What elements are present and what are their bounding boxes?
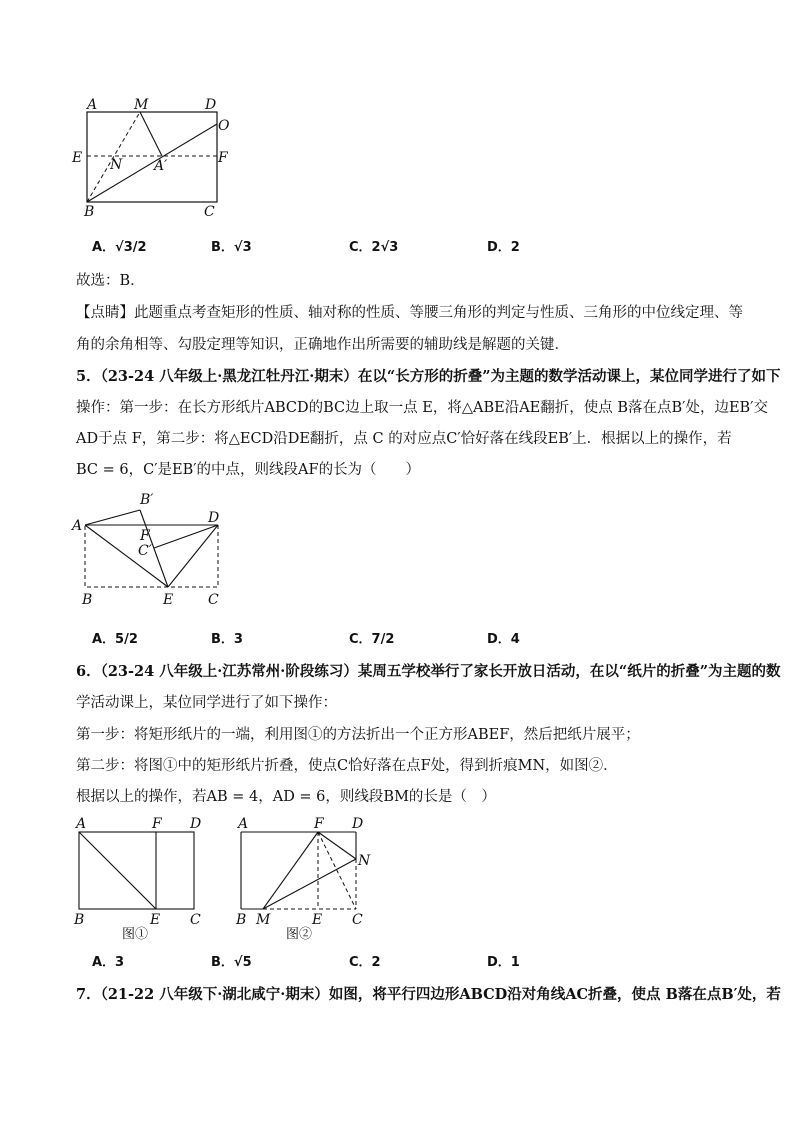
label-f: F <box>314 816 324 832</box>
q6-figure-1 <box>66 814 216 944</box>
line-fm <box>263 832 318 909</box>
q5-stem-line-2: 操作：第一步：在长方形纸片ABCD的BC边上取一点 E，将△ABE沿AE翻折，使点 B落在点B′处，边EB′交 <box>76 400 768 416</box>
label-c: C <box>352 912 363 928</box>
q6-stem-line-4: 第二步：将图①中的矩形纸片折叠，使点C恰好落在点F处，得到折痕MN，如图②． <box>76 758 618 774</box>
q6-stem-line-1: 6．（23-24 八年级上·江苏常州·阶段练习）某周五学校举行了家长开放日活动，在以“纸片的折叠”为主题的数 <box>76 663 781 680</box>
q5-option-d: D．4 <box>487 632 520 647</box>
q4-option-b: B．√3 <box>211 240 252 255</box>
q5-stem-line-4: BC = 6，C′是EB′的中点，则线段AF的长为（ ） <box>76 462 421 478</box>
q6-option-a: A．3 <box>92 955 125 970</box>
label-f: F <box>140 528 150 544</box>
label-e: E <box>312 912 323 928</box>
q4-comment-line-2: 角的余角相等、勾股定理等知识，正确地作出所需要的辅助线是解题的关键． <box>76 337 569 353</box>
label-c: C <box>208 592 219 608</box>
line-ae <box>85 525 168 587</box>
label-m: M <box>134 97 149 113</box>
q6-stem-line-5: 根据以上的操作，若AB = 4，AD = 6，则线段BM的长是（ ） <box>76 789 496 805</box>
label-b: B <box>84 204 95 220</box>
label-o: O <box>218 118 230 134</box>
label-c: C <box>190 912 201 928</box>
label-a: A <box>87 97 98 113</box>
line-mn <box>263 859 356 909</box>
line-ae <box>79 832 156 909</box>
label-e: E <box>72 150 83 166</box>
q4-option-d: D．2 <box>487 240 520 255</box>
q4-figure <box>60 90 260 225</box>
q5-figure <box>60 486 240 610</box>
q4-answer: 故选：B． <box>76 273 145 289</box>
rect-abcd <box>79 832 194 909</box>
rect-abcd <box>87 112 217 202</box>
label-n: N <box>110 157 123 173</box>
q4-option-c: C．2√3 <box>349 240 399 255</box>
q4-comment-line-1: 【点睛】此题重点考查矩形的性质、轴对称的性质、等腰三角形的判定与性质、三角形的中位线定理、等 <box>76 305 743 321</box>
q7-stem-line-1: 7．（21-22 八年级下·湖北咸宁·期末）如图，将平行四边形ABCD沿对角线AC折叠，使点 B落在点B′处，若 <box>76 986 781 1003</box>
label-n: N <box>358 853 371 869</box>
q5-option-b: B．3 <box>211 632 243 647</box>
label-a: A <box>76 816 87 832</box>
label-a-prime: A′ <box>154 158 168 174</box>
label-f: F <box>218 150 228 166</box>
q6-stem-line-2: 学活动课上，某位同学进行了如下操作： <box>76 695 337 711</box>
q6-option-b: B．√5 <box>211 955 252 970</box>
label-d: D <box>190 816 202 832</box>
label-b: B <box>236 912 247 928</box>
label-b-prime: B′ <box>140 492 154 508</box>
label-m: M <box>256 912 271 928</box>
label-e: E <box>150 912 161 928</box>
q6-stem-line-3: 第一步：将矩形纸片的一端，利用图①的方法折出一个正方形ABEF，然后把纸片展平； <box>76 727 640 743</box>
q6-figure-2 <box>228 814 388 944</box>
label-e: E <box>163 592 174 608</box>
line-fc <box>318 832 356 909</box>
q5-option-c: C．7/2 <box>349 632 395 647</box>
q6-option-c: C．2 <box>349 955 381 970</box>
label-b: B <box>74 912 85 928</box>
label-d: D <box>205 97 217 113</box>
label-b: B <box>82 592 93 608</box>
caption-fig-1: 图① <box>122 927 149 942</box>
q4-option-a: A．√3/2 <box>92 240 147 255</box>
label-c: C <box>204 204 215 220</box>
q5-stem-line-1: 5．（23-24 八年级上·黑龙江牡丹江·期末）在以“长方形的折叠”为主题的数学活动课上，某位同学进行了如下 <box>76 368 781 385</box>
label-d: D <box>208 510 220 526</box>
caption-fig-2: 图② <box>286 927 313 942</box>
label-c-prime: C′ <box>138 543 152 559</box>
label-f: F <box>152 816 162 832</box>
label-a: A <box>238 816 249 832</box>
line-fn <box>318 832 356 859</box>
q5-stem-line-3: AD于点 F，第二步：将△ECD沿DE翻折，点 C 的对应点C′恰好落在线段EB′上．根据以上的操作，若 <box>76 431 732 447</box>
q6-option-d: D．1 <box>487 955 520 970</box>
line-ab-prime <box>85 510 140 525</box>
line-ma <box>140 112 162 156</box>
label-d: D <box>352 816 364 832</box>
label-a: A <box>72 518 83 534</box>
q5-option-a: A．5/2 <box>92 632 138 647</box>
